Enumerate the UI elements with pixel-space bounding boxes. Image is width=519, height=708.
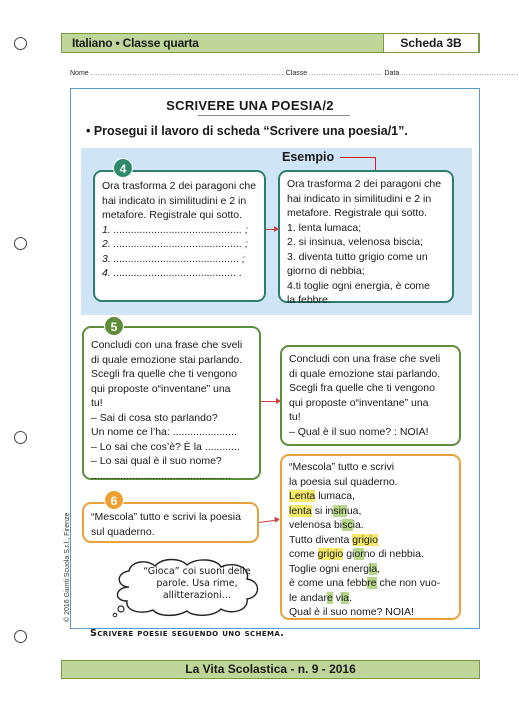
ex5-example-line: tu! (289, 411, 301, 423)
magazine-footer: La Vita Scolastica - n. 9 - 2016 (61, 660, 480, 679)
header-bar (61, 33, 480, 53)
ex4-example-line: giorno di nebbia; (287, 265, 365, 277)
ex5-line: di quale emozione stai parlando. (91, 353, 243, 366)
ex5-answer[interactable]: Un nome ce l’ha: ...................... (91, 426, 237, 438)
exercise-4-box (93, 170, 266, 302)
ex4-example-line: hai indicato in similitudini e 2 in (287, 192, 432, 205)
ex5-example-line: qui proposte o“inventane” una (289, 396, 429, 409)
ex4-example-line: 3. diventa tutto grigio come un (287, 250, 428, 263)
title-underline (198, 115, 350, 116)
poem-line: la poesia sul quaderno. (289, 475, 398, 488)
poem-example-box (280, 454, 461, 620)
example-label: Esempio (282, 150, 335, 164)
section-footer: Scrivere poesie seguendo uno schema. (90, 628, 285, 639)
ex4-example-line: 2. si insinua, velenosa biscia; (287, 236, 423, 248)
ex4-answer-3[interactable]: 3. ........................................... ; (102, 252, 245, 265)
ex6-line: “Mescola” tutto e scrivi la poesia (91, 511, 241, 523)
ex5-line: – Sai di cosa sto parlando? (91, 411, 218, 424)
poem-line: le andare via. (289, 591, 353, 604)
poem-line: è come una febbre che non vuo- (289, 577, 441, 589)
ex4-answer-4[interactable]: 4. .......................................... . (102, 267, 243, 279)
ex5-example-line: Concludi con una frase che sveli (289, 353, 441, 365)
ex5-line: – Lo sai qual è il suo nome? (91, 455, 222, 467)
class-field[interactable]: .............................. (309, 70, 383, 77)
date-label: Data (384, 70, 400, 77)
sheet-number: Scheda 3B (383, 33, 479, 53)
ex4-line: hai indicato in similitudini e 2 in (102, 194, 247, 207)
ex4-example-line: la febbre. (287, 294, 331, 306)
ex4-example-line: Ora trasforma 2 dei paragoni che (287, 178, 442, 190)
ex4-line: Ora trasforma 2 dei paragoni che (102, 180, 257, 192)
ex5-answer[interactable]: – Lo sai che cos’è? È la ............ (91, 440, 240, 453)
name-label: Nome (70, 70, 89, 77)
ex5-line: qui proposte o“inventane” una (91, 382, 231, 395)
name-field[interactable]: ............................................................................... (90, 70, 284, 77)
exercise-5-number: 5 (104, 316, 124, 336)
poem-line: lenta si insinua, (289, 504, 362, 517)
poem-line: “Mescola” tutto e scrivi (289, 461, 395, 473)
instruction: • Prosegui il lavoro di scheda “Scrivere una poesia/1”. (86, 124, 408, 138)
poem-line: velenosa biscia. (289, 519, 364, 531)
ex5-example-line: – Qual è il suo nome? : NOIA! (289, 425, 429, 438)
date-field[interactable]: ................................................ (401, 70, 519, 77)
exercise-6-number: 6 (104, 490, 124, 510)
ex4-answer-2[interactable]: 2. ............................................ ; (102, 238, 248, 250)
ex4-line: metafore. Registrale qui sotto. (102, 209, 243, 221)
poem-line: Toglie ogni energia, (289, 562, 381, 575)
exercise-5-example-box (280, 345, 461, 446)
ex4-example-line: metafore. Registrale qui sotto. (287, 207, 428, 219)
poem-line: Tutto diventa grigio (289, 533, 378, 546)
ex4-example-line: 4.ti toglie ogni energia, è come (287, 279, 431, 292)
ex5-line: tu! (91, 397, 103, 409)
poem-line: come grigio giorno di nebbia. (289, 548, 424, 560)
page-title (0, 98, 500, 113)
binder-hole (14, 237, 27, 250)
cloud-text: “Gioca” coi suoni delle parole. Usa rime, allitterazioni… (143, 566, 251, 601)
example-connector (340, 157, 376, 158)
poem-line: Lenta lumaca, (289, 490, 355, 502)
exercise-4-number: 4 (113, 158, 133, 178)
ex4-example-line: 1. lenta lumaca; (287, 221, 362, 234)
poem-line: Qual è il suo nome? NOIA! (289, 606, 414, 618)
binder-hole (14, 37, 27, 50)
ex6-line: sul quaderno. (91, 525, 155, 538)
arrow-icon (266, 229, 278, 230)
ex5-answer[interactable]: ................................................ (91, 469, 232, 482)
title-text: SCRIVERE UNA POESIA/2 (166, 98, 334, 113)
ex4-answer-1[interactable]: 1. ............................................ ; (102, 223, 248, 236)
binder-hole (14, 431, 27, 444)
arrow-icon (261, 401, 280, 402)
exercise-4-example-box (278, 170, 454, 306)
exercise-5-box (82, 326, 261, 480)
copyright-note: © 2016 Giunti Scuola S.r.l., Firenze (64, 512, 71, 622)
class-label: Classe (285, 70, 308, 77)
subject-label: Italiano • Classe quarta (72, 36, 199, 50)
binder-hole (14, 630, 27, 643)
ex5-example-line: di quale emozione stai parlando. (289, 367, 441, 380)
ex5-line: Concludi con una frase che sveli (91, 339, 243, 351)
name-class-date-row (70, 70, 519, 77)
ex5-example-line: Scegli fra quelle che ti vengono (289, 382, 435, 394)
ex5-line: Scegli fra quelle che ti vengono (91, 368, 237, 380)
